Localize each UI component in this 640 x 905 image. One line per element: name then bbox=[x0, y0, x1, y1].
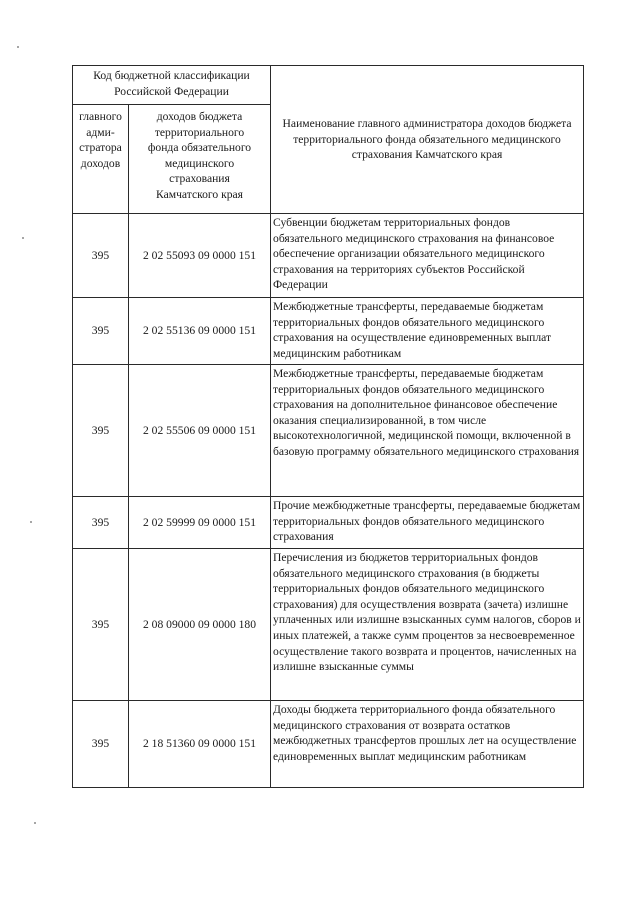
admin-code-cell: 395 bbox=[73, 365, 129, 497]
scan-speck bbox=[30, 521, 32, 523]
header-chief-administrator-label: главного адми- стратора доходов bbox=[79, 110, 122, 170]
header-administrator-name: Наименование главного администратора доходов бюджета территориального фонда обязательного медицинского страхования Камчатского края bbox=[271, 66, 584, 214]
table-row bbox=[73, 701, 584, 788]
revenue-name-cell: Прочие межбюджетные трансферты, передаваемые бюджетам территориальных фондов обязательного медицинского страхования bbox=[271, 497, 584, 549]
revenue-name-cell: Межбюджетные трансферты, передаваемые бюджетам территориальных фондов обязательного медицинского страхования на осуществление единовременных выплат медицинским работникам bbox=[271, 298, 584, 365]
admin-code-cell: 395 bbox=[73, 549, 129, 701]
admin-code-cell: 395 bbox=[73, 298, 129, 365]
revenue-name-cell: Перечисления из бюджетов территориальных фондов обязательного медицинского страхования (в бюджеты территориальных фондов обязательного медицинского страхования) для осуществления возврата (зачета) излишне уплаченных или излишне взысканных сумм налогов, сборов и иных платежей, а также сумм процентов за несвоевременное осуществление такого возврата и процентов, начисленных на излишне взысканные суммы bbox=[271, 549, 584, 701]
header-group-label: Код бюджетной классификации Российской Федерации bbox=[73, 66, 271, 105]
scan-speck bbox=[17, 46, 19, 48]
table-row bbox=[73, 549, 584, 701]
revenue-name-cell: Доходы бюджета территориального фонда обязательного медицинского страхования от возврата остатков межбюджетных трансфертов прошлых лет на осуществление единовременных выплат медицинским работникам bbox=[271, 701, 584, 788]
revenue-code-cell: 2 02 55093 09 0000 151 bbox=[129, 214, 271, 298]
revenue-code-cell: 2 02 59999 09 0000 151 bbox=[129, 497, 271, 549]
admin-code-cell: 395 bbox=[73, 214, 129, 298]
scan-speck bbox=[34, 822, 36, 824]
revenue-code-cell: 2 02 55136 09 0000 151 bbox=[129, 298, 271, 365]
header-chief-administrator bbox=[73, 105, 129, 214]
scan-speck bbox=[22, 237, 24, 239]
table-row bbox=[73, 497, 584, 549]
revenue-code-cell: 2 18 51360 09 0000 151 bbox=[129, 701, 271, 788]
table-row bbox=[73, 214, 584, 298]
header-row-top bbox=[73, 66, 584, 105]
table-row bbox=[73, 298, 584, 365]
admin-code-cell: 395 bbox=[73, 497, 129, 549]
revenue-name-cell: Межбюджетные трансферты, передаваемые бюджетам территориальных фондов обязательного медицинского страхования на дополнительное финансовое обеспечение оказания специализированной, в том числе высокотехнологичной, медицинской помощи, включенной в базовую программу обязательного медицинского страхования bbox=[271, 365, 584, 497]
table-row bbox=[73, 365, 584, 497]
revenue-name-cell: Субвенции бюджетам территориальных фондов обязательного медицинского страхования на финансовое обеспечение организации обязательного медицинского страхования на территориях субъектов Российской Федерации bbox=[271, 214, 584, 298]
header-revenue-code: доходов бюджета территориального фонда обязательного медицинского страхования Камчатского края bbox=[129, 105, 271, 214]
revenue-code-cell: 2 08 09000 09 0000 180 bbox=[129, 549, 271, 701]
budget-classification-table bbox=[72, 65, 584, 788]
admin-code-cell: 395 bbox=[73, 701, 129, 788]
revenue-code-cell: 2 02 55506 09 0000 151 bbox=[129, 365, 271, 497]
